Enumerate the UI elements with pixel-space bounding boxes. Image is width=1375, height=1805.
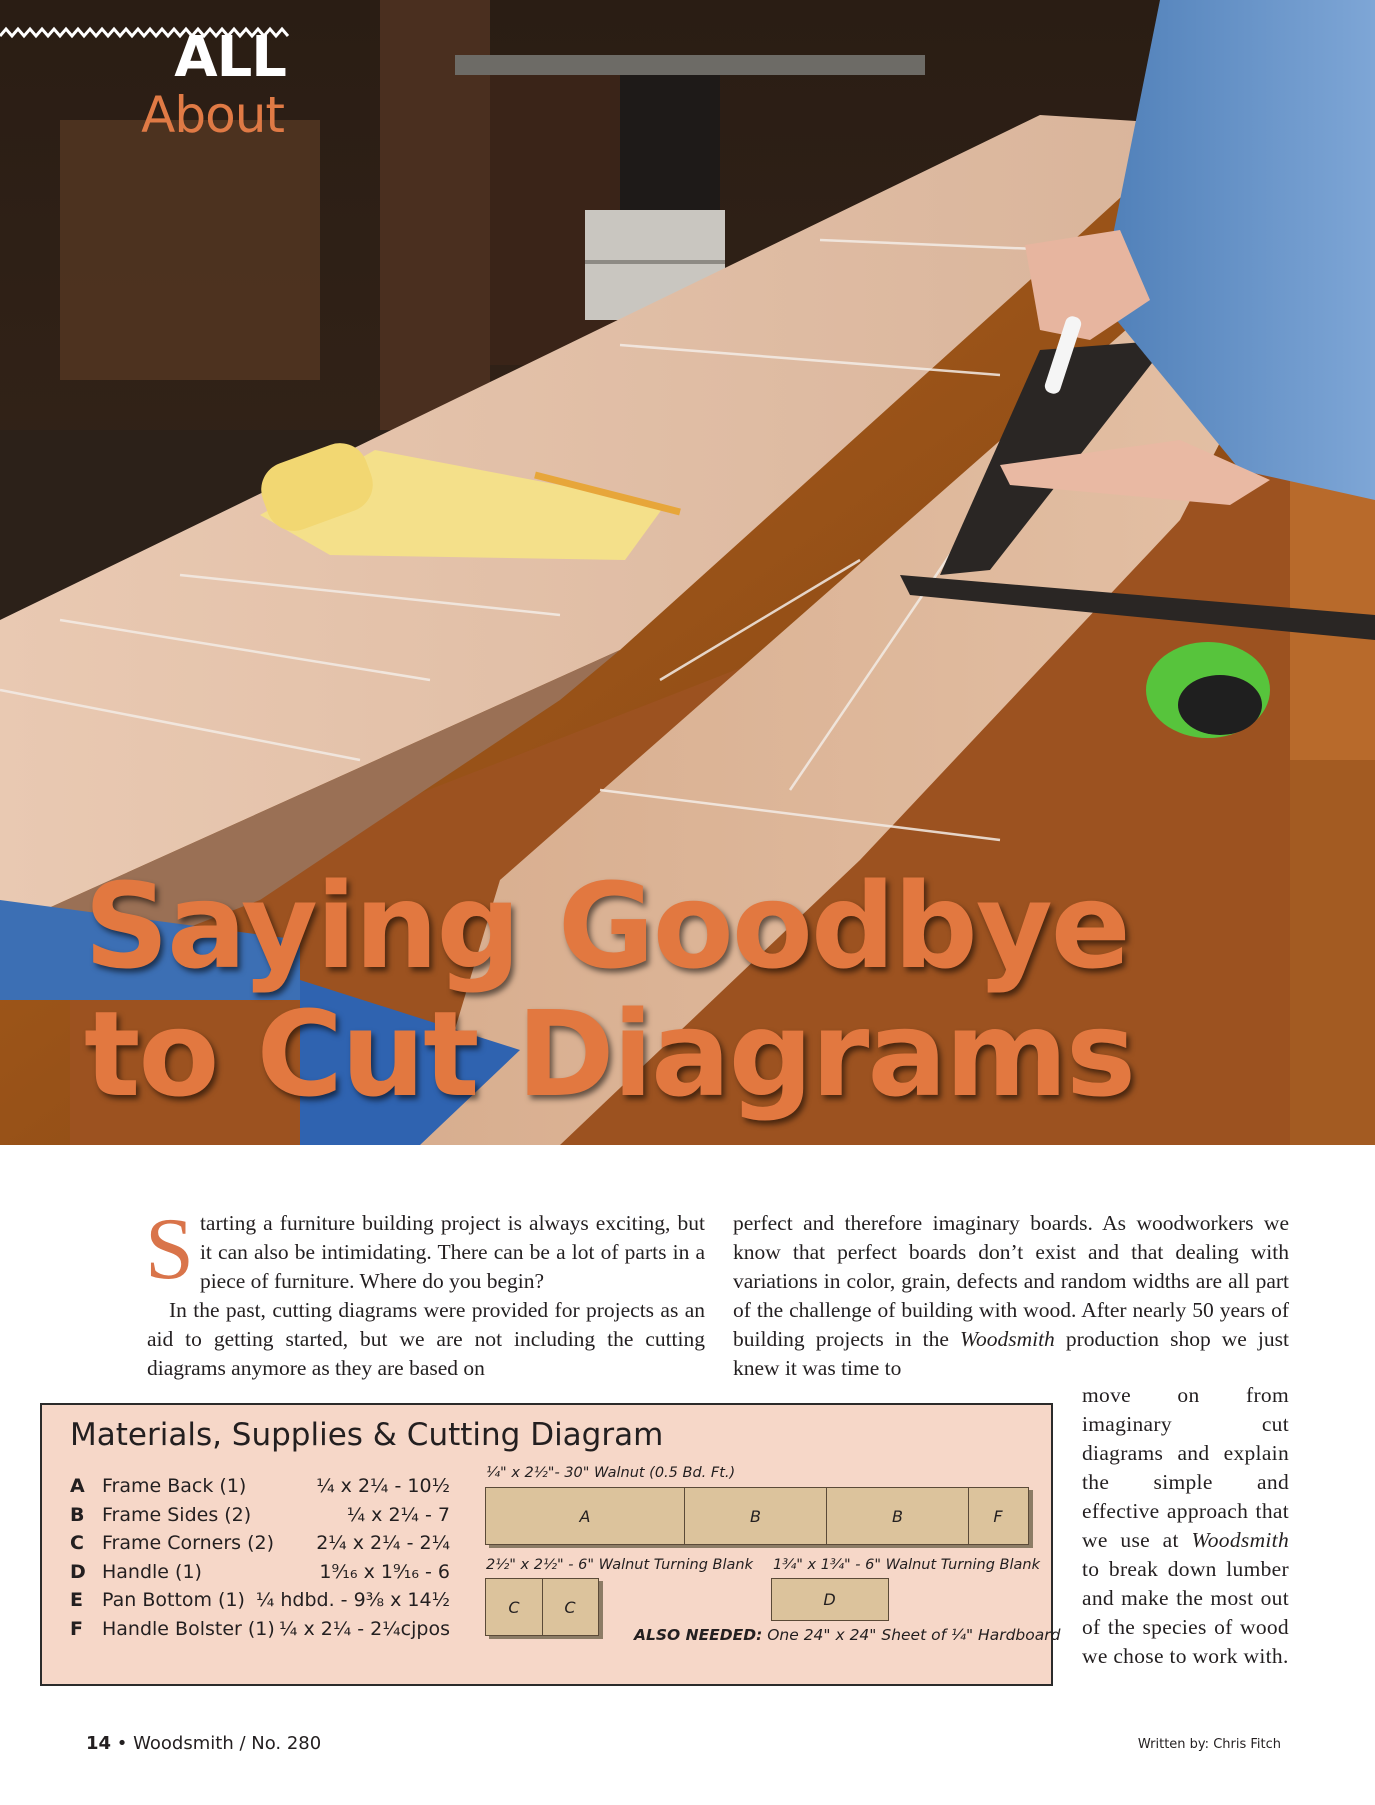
part-dimensions: ¼ x 2¼ - 10½	[316, 1475, 450, 1497]
also-needed-label: ALSO NEEDED:	[634, 1626, 763, 1644]
materials-box	[40, 1403, 1061, 1686]
part-name: Frame Back (1)	[102, 1475, 247, 1497]
part-dimensions: 1⁹⁄₁₆ x 1⁹⁄₁₆ - 6	[319, 1560, 450, 1583]
part-letter: A	[70, 1475, 85, 1497]
paragraph-3	[733, 1209, 1289, 1383]
author-byline: Written by: Chris Fitch	[1137, 1737, 1281, 1752]
paragraph-4-text: move on from imaginary cut diagrams and explain the simple and effective approach that we use at	[1082, 1383, 1289, 1552]
section-tag	[0, 25, 290, 144]
section-tag-all: ALL	[174, 25, 286, 90]
part-name: Pan Bottom (1)	[102, 1589, 245, 1612]
board-segment: A	[486, 1488, 685, 1544]
publication-name: Woodsmith	[1191, 1528, 1289, 1552]
part-letter: B	[70, 1503, 85, 1526]
magazine-issue: Woodsmith / No. 280	[133, 1733, 322, 1754]
paragraph-3-text: perfect and therefore imaginary boards. As woodworkers we know that perfect boards don’t exist and that dealing with variations in color, grain, defects and random widths are all part of the challenge of building with wood. After nearly 50 years of building projects in the	[733, 1211, 1289, 1351]
materials-title: Materials, Supplies & Cutting Diagram	[70, 1417, 664, 1453]
part-row	[70, 1589, 450, 1618]
headline-line-1: Saying Goodbye	[84, 857, 1129, 995]
board-2-label: 2½" x 2½" - 6" Walnut Turning Blank	[486, 1557, 754, 1573]
board-2-diagram	[485, 1578, 599, 1636]
footer-bullet: •	[116, 1733, 128, 1754]
board-segment: F	[993, 1506, 1003, 1526]
also-needed-note	[634, 1626, 1060, 1644]
part-name: Frame Sides (2)	[102, 1503, 252, 1526]
page-footer	[86, 1733, 321, 1754]
part-letter: F	[70, 1617, 83, 1640]
part-letter: D	[70, 1560, 86, 1583]
paragraph-2: In the past, cutting diagrams were provided for projects as an aid to getting started, but we are not including the cutting diagrams anymore as they are based on	[147, 1298, 705, 1380]
part-dimensions: ¼ x 2¼ - 7	[346, 1503, 450, 1526]
paragraph-4	[1082, 1381, 1289, 1671]
part-row	[70, 1618, 450, 1647]
paragraph-1	[145, 1201, 705, 1298]
part-dimensions: ¼ hdbd. - 9⅜ x 14½	[255, 1589, 450, 1612]
board-3-diagram	[771, 1578, 889, 1621]
board-1-diagram	[485, 1487, 1029, 1545]
paragraph-4-text-end: to break down lumber and make the most out of the species of wood we chose to work with.	[1082, 1557, 1289, 1668]
part-name: Frame Corners (2)	[102, 1532, 275, 1555]
part-dimensions: ¼ x 2¼ - 2¼cjpos	[279, 1617, 450, 1640]
also-needed-text: One 24" x 24" Sheet of ¼" Hardboard	[762, 1626, 1061, 1644]
board-segment: C	[486, 1579, 543, 1635]
board-segment: C	[564, 1597, 576, 1617]
article-column-2	[733, 1209, 1289, 1383]
article-column-1	[145, 1201, 705, 1383]
paragraph-3-text-end: production shop we just knew it was time to	[733, 1327, 1289, 1380]
part-dimensions: 2¼ x 2¼ - 2¼	[316, 1532, 450, 1555]
part-name: Handle (1)	[102, 1560, 202, 1583]
part-row	[70, 1532, 450, 1561]
article-column-3	[1082, 1381, 1289, 1671]
part-row	[70, 1475, 450, 1504]
board-segment: B	[827, 1488, 969, 1544]
board-segment: D	[823, 1590, 836, 1609]
drop-cap: S	[145, 1201, 194, 1298]
part-name: Handle Bolster (1)	[102, 1617, 275, 1640]
part-letter: E	[70, 1589, 83, 1612]
board-segment: B	[685, 1488, 827, 1544]
paragraph-1-text: tarting a furniture building project is always exciting, but it can also be intimidating. There can be a lot of parts in a piece of furniture. Where do you begin?	[199, 1211, 705, 1293]
part-row	[70, 1561, 450, 1590]
publication-name: Woodsmith	[960, 1327, 1055, 1351]
parts-list	[70, 1475, 450, 1647]
board-1-label: ¼" x 2½"- 30" Walnut (0.5 Bd. Ft.)	[486, 1465, 736, 1481]
headline-line-2: to Cut Diagrams	[84, 985, 1135, 1123]
board-3-label: 1¾" x 1¾" - 6" Walnut Turning Blank	[773, 1557, 1041, 1573]
part-row	[70, 1504, 450, 1533]
sawtooth-divider	[0, 26, 290, 40]
part-letter: C	[70, 1532, 84, 1555]
section-tag-about: About	[141, 86, 284, 144]
article-headline	[84, 857, 1135, 1123]
page-number: 14	[86, 1733, 112, 1754]
